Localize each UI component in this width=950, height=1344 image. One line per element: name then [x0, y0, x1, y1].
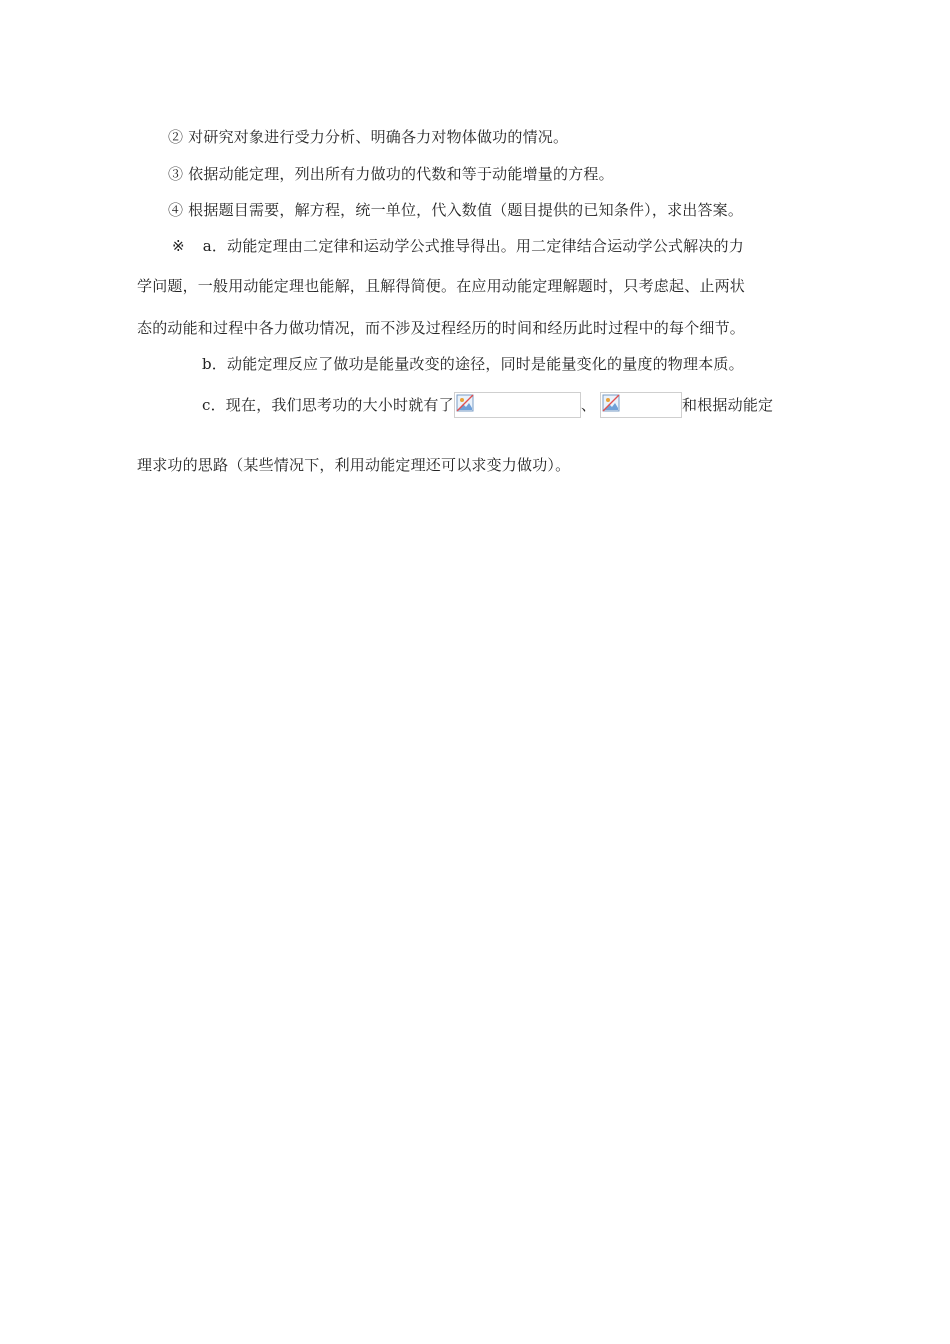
note-c-line2: 理求功的思路（某些情况下，利用动能定理还可以求变力做功）。 [137, 456, 571, 474]
image-separator: 、 [580, 396, 597, 414]
broken-image-1 [454, 392, 581, 418]
broken-image-icon [456, 394, 474, 412]
broken-image-2 [600, 392, 682, 418]
note-a-line1: a．动能定理由二定律和运动学公式推导得出。用二定律结合运动学公式解决的力 [202, 237, 744, 255]
note-c-first-line [202, 392, 773, 418]
note-marker: ※ [172, 237, 185, 255]
note-a-first-line [172, 236, 744, 256]
note-c-part2: 和根据动能定 [682, 396, 774, 414]
step-4-text: ④ 根据题目需要，解方程，统一单位，代入数值（题目提供的已知条件），求出答案。 [168, 201, 744, 219]
broken-image-icon [602, 394, 620, 412]
step-2-text: ② 对研究对象进行受力分析、明确各力对物体做功的情况。 [168, 128, 569, 146]
note-a-line3: 态的动能和过程中各力做功情况，而不涉及过程经历的时间和经历此时过程中的每个细节。 [137, 319, 746, 337]
step-3-text: ③ 依据动能定理，列出所有力做功的代数和等于动能增量的方程。 [168, 165, 614, 183]
note-a-line2: 学问题，一般用动能定理也能解，且解得简便。在应用动能定理解题时，只考虑起、止两状 [137, 277, 746, 295]
note-b-text: b．动能定理反应了做功是能量改变的途径，同时是能量变化的量度的物理本质。 [202, 355, 744, 373]
note-c-part1: c．现在，我们思考功的大小时就有了 [202, 396, 454, 414]
